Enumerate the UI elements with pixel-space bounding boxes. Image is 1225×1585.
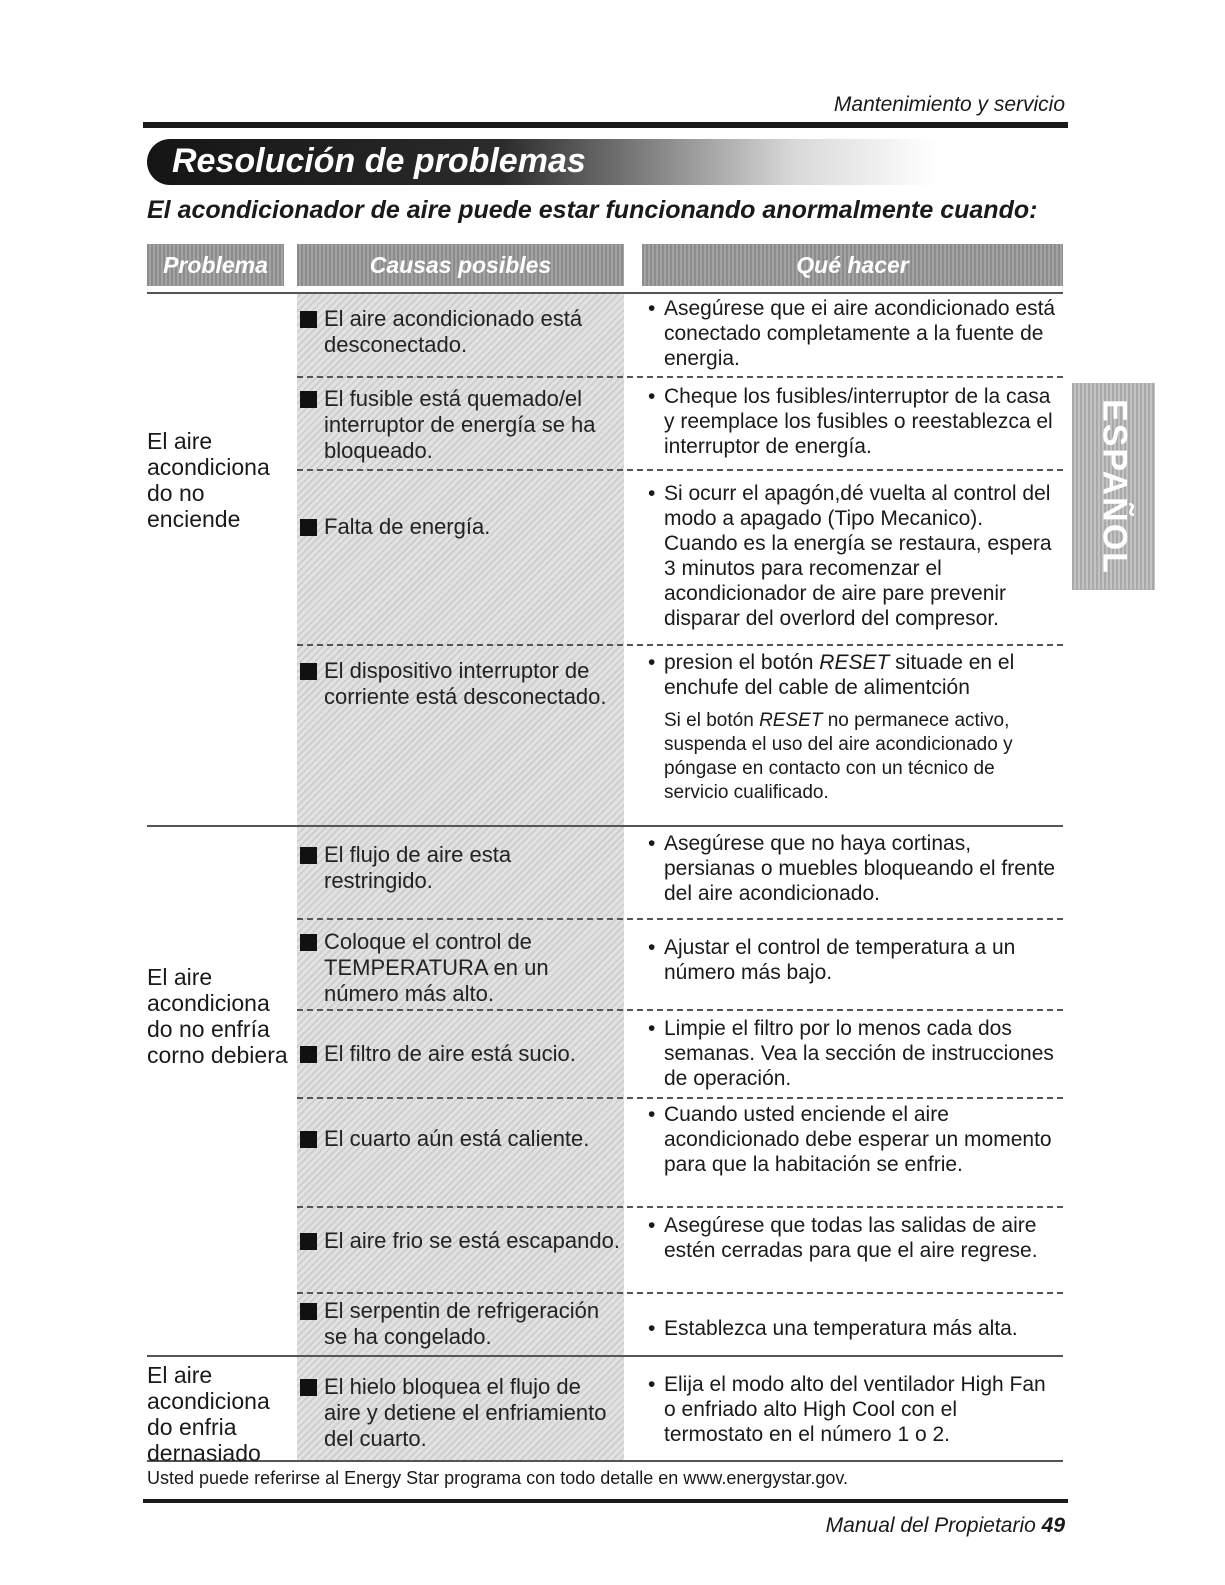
- cause-item: [300, 1374, 622, 1452]
- bullet-dot-icon: •: [648, 1214, 656, 1237]
- row-divider-dashed: [297, 918, 1063, 920]
- column-header-problem: Problema: [147, 244, 284, 286]
- action-item: [648, 481, 1060, 631]
- action-text: Cuando usted enciende el aire acondicionado debe esperar un momento para que la habitación se enfrie.: [664, 1103, 1052, 1176]
- cause-item: [300, 386, 622, 464]
- bullet-dot-icon: •: [648, 832, 656, 855]
- action-item: [648, 296, 1060, 371]
- action-text: Ajustar el control de temperatura a un número más bajo.: [664, 936, 1016, 984]
- problem-no-enfria: El aire acondiciona do no enfría corno debiera: [147, 964, 288, 1068]
- bullet-dot-icon: •: [648, 297, 656, 320]
- bullet-square-icon: [300, 1233, 317, 1250]
- action-item: [648, 650, 1060, 700]
- row-divider-dashed: [297, 644, 1063, 646]
- manual-name: Manual del Propietario: [825, 1514, 1036, 1537]
- action-item: [648, 1213, 1060, 1263]
- bullet-square-icon: [300, 519, 317, 536]
- language-tab-label: ESPAÑOL: [1095, 398, 1133, 575]
- bullet-square-icon: [300, 847, 317, 864]
- cause-item: [300, 929, 622, 1007]
- problem-no-enciende: El aire acondiciona do no enciende: [147, 428, 270, 532]
- action-item: [648, 1316, 1060, 1341]
- row-divider-dashed: [297, 1009, 1063, 1011]
- top-rule: [143, 122, 1068, 128]
- bottom-rule: [143, 1499, 1068, 1503]
- action-text-part: Si el botón: [664, 710, 754, 731]
- bullet-square-icon: [300, 663, 317, 680]
- cause-item: [300, 1041, 622, 1067]
- action-text: [664, 650, 1060, 700]
- page-footer: [826, 1514, 1065, 1538]
- bullet-dot-icon: •: [648, 1317, 656, 1340]
- problem-enfria-demasiado: El aire acondiciona do enfria dernasiado: [147, 1362, 270, 1466]
- action-text-part: situade en el enchufe del cable de alimentción: [664, 651, 1015, 699]
- bullet-square-icon: [300, 1303, 317, 1320]
- action-item: [648, 831, 1060, 906]
- bullet-spacer: [648, 709, 664, 805]
- action-text: Asegúrese que ei aire acondicionado está conectado completamente a la fuente de energia.: [664, 297, 1056, 370]
- action-text: [664, 709, 1060, 805]
- bullet-square-icon: [300, 1379, 317, 1396]
- bullet-dot-icon: •: [648, 1103, 656, 1126]
- column-header-causes: Causas posibles: [297, 244, 624, 286]
- reset-label: RESET: [819, 651, 890, 674]
- bullet-square-icon: [300, 1131, 317, 1148]
- cause-text: El fusible está quemado/el interruptor de energía se ha bloqueado.: [324, 386, 596, 463]
- cause-text: El filtro de aire está sucio.: [324, 1041, 576, 1066]
- bullet-dot-icon: •: [648, 1373, 656, 1396]
- action-item: [648, 384, 1060, 459]
- language-tab: [1072, 383, 1155, 590]
- action-item: [648, 1372, 1060, 1447]
- cause-text: Coloque el control de TEMPERATURA en un número más alto.: [324, 929, 549, 1006]
- footnote: Usted puede referirse al Energy Star programa con todo detalle en www.energystar.gov.: [147, 1468, 849, 1488]
- row-divider: [147, 825, 1063, 827]
- cause-text: El hielo bloquea el flujo de aire y detiene el enfriamiento del cuarto.: [324, 1374, 607, 1451]
- cause-item: [300, 842, 622, 894]
- cause-text: El aire acondicionado está desconectado.: [324, 306, 583, 357]
- page-subtitle: El acondicionador de aire puede estar funcionando anormalmente cuando:: [147, 196, 1038, 224]
- cause-item: [300, 514, 622, 540]
- reset-label: RESET: [759, 710, 823, 731]
- action-text: Elija el modo alto del ventilador High Fan o enfriado alto High Cool con el termostato en el número 1 o 2.: [664, 1373, 1046, 1446]
- running-head: Mantenimiento y servicio: [833, 93, 1065, 116]
- cause-item: [300, 306, 622, 358]
- cause-item: [300, 1298, 622, 1350]
- action-item: [648, 935, 1060, 985]
- action-text-part: presion el botón: [664, 651, 814, 674]
- row-divider-dashed: [297, 376, 1063, 378]
- action-item: [648, 1102, 1060, 1177]
- action-item: [648, 1016, 1060, 1091]
- action-text: Asegúrese que todas las salidas de aire estén cerradas para que el aire regrese.: [664, 1214, 1038, 1262]
- action-item: [648, 709, 1060, 805]
- cause-item: [300, 1228, 622, 1254]
- bullet-square-icon: [300, 1046, 317, 1063]
- action-text: Si ocurr el apagón,dé vuelta al control del modo a apagado (Tipo Mecanico). Cuando es la energía se restaura, espera 3 minutos para recomenzar el acondicionador de aire pare prevenir disparar del overlord del compresor.: [664, 482, 1052, 630]
- row-divider: [147, 292, 1063, 294]
- cause-text: El serpentin de refrigeración se ha congelado.: [324, 1298, 600, 1349]
- bullet-dot-icon: •: [648, 651, 656, 674]
- cause-item: [300, 1126, 622, 1152]
- bullet-dot-icon: •: [648, 482, 656, 505]
- row-divider-dashed: [297, 1292, 1063, 1294]
- page-title: Resolución de problemas: [172, 142, 586, 180]
- bullet-square-icon: [300, 311, 317, 328]
- action-text: Cheque los fusibles/interruptor de la casa y reemplace los fusibles o reestablezca el interruptor de energía.: [664, 385, 1053, 458]
- bullet-dot-icon: •: [648, 1017, 656, 1040]
- bullet-square-icon: [300, 934, 317, 951]
- action-text: Limpie el filtro por lo menos cada dos semanas. Vea la sección de instrucciones de operación.: [664, 1017, 1054, 1090]
- page-number: 49: [1041, 1514, 1065, 1537]
- action-text: Establezca una temperatura más alta.: [664, 1317, 1018, 1340]
- row-divider: [147, 1355, 1063, 1357]
- cause-text: El aire frio se está escapando.: [324, 1228, 620, 1253]
- cause-item: [300, 658, 622, 710]
- bullet-dot-icon: •: [648, 936, 656, 959]
- bullet-square-icon: [300, 391, 317, 408]
- action-text: Asegúrese que no haya cortinas, persianas o muebles bloqueando el frente del aire acondicionado.: [664, 832, 1056, 905]
- bullet-dot-icon: •: [648, 385, 656, 408]
- row-divider-dashed: [297, 1097, 1063, 1099]
- cause-text: Falta de energía.: [324, 514, 491, 539]
- row-divider-dashed: [297, 469, 1063, 471]
- column-header-what: Qué hacer: [642, 244, 1063, 286]
- cause-text: El flujo de aire esta restringido.: [324, 842, 512, 893]
- action-text-part: no permanece activo, suspenda el uso del aire acondicionado y póngase en contacto con un técnico de servicio cualificado.: [664, 710, 1013, 803]
- cause-text: El dispositivo interruptor de corriente está desconectado.: [324, 658, 607, 709]
- row-divider-dashed: [297, 1206, 1063, 1208]
- cause-text: El cuarto aún está caliente.: [324, 1126, 590, 1151]
